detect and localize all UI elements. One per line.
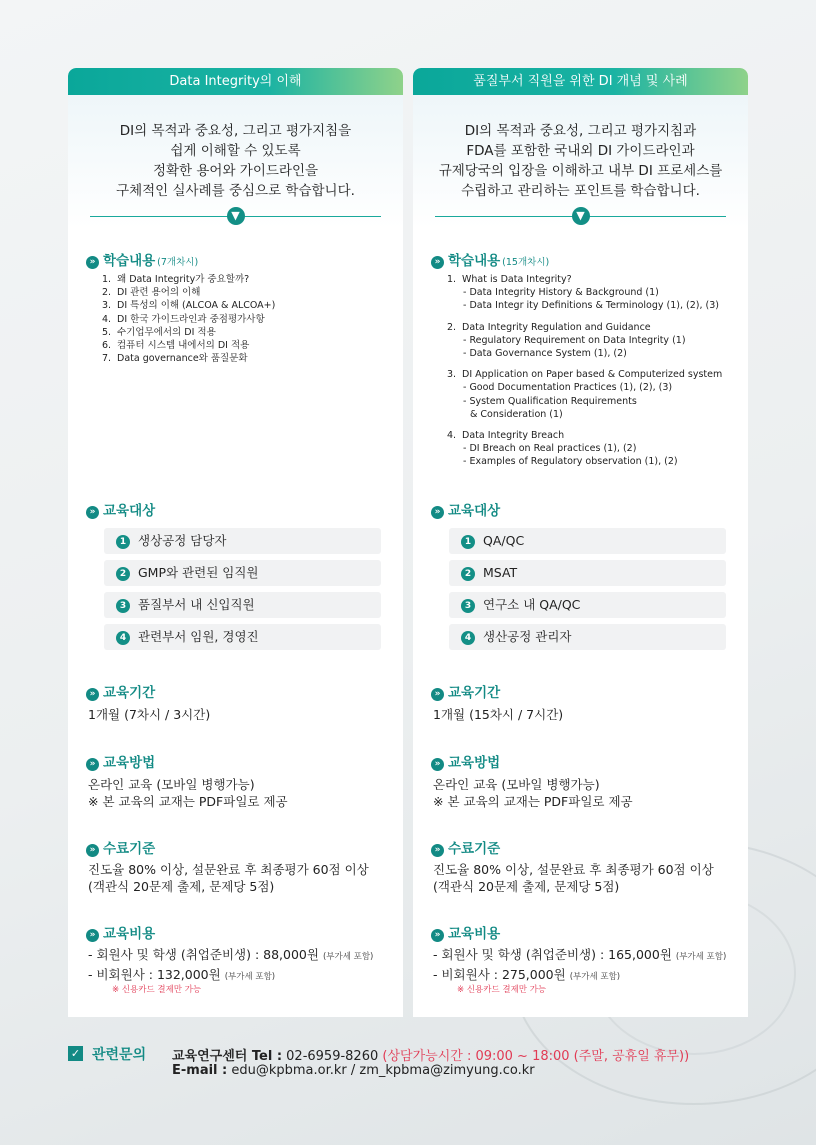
list-item: 1. 왜 Data Integrity가 중요할까? <box>102 274 250 285</box>
list-item: 2. DI 관련 용어의 이해 <box>102 287 201 299</box>
card-header: Data Integrity의 이해 <box>68 68 403 95</box>
list-item: 1. What is Data Integrity? <box>447 274 572 285</box>
card-header: 품질부서 직원을 위한 DI 개념 및 사례 <box>413 68 748 95</box>
divider <box>90 209 381 222</box>
list-item: 2. Data Integrity Regulation and Guidance <box>447 321 651 333</box>
section-title-curriculum: » 학습내용 (7개차시) <box>86 249 198 269</box>
contact-email-line: E-mail : edu@kpbma.or.kr / zm_kpbma@zimyung.co.kr <box>172 1063 535 1078</box>
check-icon: ✓ <box>68 1046 83 1061</box>
list-subitem: - Data Governance System (1), (2) <box>463 348 627 360</box>
phone-number[interactable]: 02-6959-8260 <box>286 1049 379 1064</box>
double-chevron-right-icon: » <box>86 688 99 701</box>
intro-text: DI의 목적과 중요성, 그리고 평가지침과 FDA를 포함한 국내외 DI 가이드라인과 규제당국의 입장을 이해하고 내부 DI 프로세스를 수립하고 관리하는 포인트를 학습합니다. <box>438 123 723 199</box>
list-subitem: - Regulatory Requirement on Data Integrity (1) <box>463 334 686 346</box>
method-text: 온라인 교육 (모바일 병행가능) ※ 본 교육의 교재는 PDF파일로 제공 <box>88 777 288 809</box>
double-chevron-right-icon: » <box>431 929 444 942</box>
curriculum-list <box>447 273 722 469</box>
list-item: 5. 수기업무에서의 DI 적용 <box>102 326 216 338</box>
double-chevron-right-icon: » <box>86 929 99 942</box>
list-subitem: & Consideration (1) <box>470 408 563 420</box>
list-subitem: - Data Integrity History & Background (1) <box>463 287 659 299</box>
arrow-down-icon: ▼ <box>227 207 245 225</box>
list-item: 3. DI Application on Paper based & Computerized system <box>447 369 723 381</box>
list-subitem: - System Qualification Requirements <box>463 395 637 407</box>
target-item: 1 QA/QC <box>449 528 726 554</box>
section-title-target: » 교육대상 <box>431 499 500 519</box>
period-text: 1개월 (15차시 / 7시간) <box>433 707 564 722</box>
double-chevron-right-icon: » <box>431 844 444 857</box>
double-chevron-right-icon: » <box>431 758 444 771</box>
method-text: 온라인 교육 (모바일 병행가능) ※ 본 교육의 교재는 PDF파일로 제공 <box>433 777 633 809</box>
list-subitem: - Data Integr ity Definitions & Terminology (1), (2), (3) <box>463 300 719 312</box>
list-item: 4. DI 한국 가이드라인과 중점평가사항 <box>102 313 265 325</box>
section-title-target: » 교육대상 <box>86 499 155 519</box>
target-item: 4 생산공정 관리자 <box>449 624 726 650</box>
payment-note: ※ 신용카드 결제만 가능 <box>457 985 547 995</box>
divider <box>435 209 726 222</box>
list-item: 4. Data Integrity Breach <box>447 430 565 442</box>
section-title-cost: » 교육비용 <box>431 922 500 942</box>
list-item: 7. Data governance와 품질문화 <box>102 353 248 365</box>
intro-text: DI의 목적과 중요성, 그리고 평가지침을 쉽게 이해할 수 있도록 정확한 용어와 가이드라인을 구체적인 실사례를 중심으로 학습합니다. <box>116 123 355 199</box>
criteria-text: 진도율 80% 이상, 설문완료 후 최종평가 60점 이상 (객관식 20문제 출제, 문제당 5점) <box>88 862 369 894</box>
section-title-method: » 교육방법 <box>86 751 155 771</box>
course-card-left <box>68 68 403 1017</box>
cost-text: - 회원사 및 학생 (취업준비생) : 88,000원 (부가세 포함) - 비회원사 : 132,000원 (부가세 포함) <box>88 947 374 982</box>
email-address[interactable]: edu@kpbma.or.kr / zm_kpbma@zimyung.co.kr <box>231 1063 535 1078</box>
list-item: 6. 컴퓨터 시스템 내에서의 DI 적용 <box>102 340 250 352</box>
payment-note: ※ 신용카드 결제만 가능 <box>112 985 202 995</box>
double-chevron-right-icon: » <box>431 256 444 269</box>
target-item: 3 연구소 내 QA/QC <box>449 592 726 618</box>
criteria-text: 진도율 80% 이상, 설문완료 후 최종평가 60점 이상 (객관식 20문제 출제, 문제당 5점) <box>433 862 714 894</box>
period-text: 1개월 (7차시 / 3시간) <box>88 707 211 722</box>
contact-label: 관련문의 <box>92 1047 147 1063</box>
curriculum-list <box>102 273 275 365</box>
card-intro <box>68 95 403 228</box>
target-item: 2 MSAT <box>449 560 726 586</box>
list-subitem: - DI Breach on Real practices (1), (2) <box>463 443 637 455</box>
section-title-period: » 교육기간 <box>431 681 500 701</box>
double-chevron-right-icon: » <box>86 256 99 269</box>
card-intro <box>413 95 748 228</box>
section-title-criteria: » 수료기준 <box>86 837 155 857</box>
section-title-method: » 교육방법 <box>431 751 500 771</box>
section-title-cost: » 교육비용 <box>86 922 155 942</box>
target-item: 1 생상공정 담당자 <box>104 528 381 554</box>
double-chevron-right-icon: » <box>431 688 444 701</box>
target-item: 3 품질부서 내 신입직원 <box>104 592 381 618</box>
consult-hours: (상담가능시간 : 09:00 ~ 18:00 (주말, 공휴일 휴무)) <box>382 1049 690 1064</box>
target-item: 2 GMP와 관련된 임직원 <box>104 560 381 586</box>
double-chevron-right-icon: » <box>86 844 99 857</box>
target-list <box>104 528 381 656</box>
double-chevron-right-icon: » <box>431 506 444 519</box>
double-chevron-right-icon: » <box>86 758 99 771</box>
list-subitem: - Examples of Regulatory observation (1), (2) <box>463 456 678 468</box>
list-item: 3. DI 특성의 이해 (ALCOA & ALCOA+) <box>102 300 276 312</box>
arrow-down-icon: ▼ <box>572 207 590 225</box>
course-card-right <box>413 68 748 1017</box>
section-title-criteria: » 수료기준 <box>431 837 500 857</box>
list-subitem: - Good Documentation Practices (1), (2), (3) <box>463 382 673 394</box>
contact-phone-line: 교육연구센터 Tel : 02-6959-8260 (상담가능시간 : 09:00 ~ 18:00 (주말, 공휴일 휴무)) <box>172 1049 690 1064</box>
cost-text: - 회원사 및 학생 (취업준비생) : 165,000원 (부가세 포함) - 비회원사 : 275,000원 (부가세 포함) <box>433 947 727 982</box>
target-list <box>449 528 726 656</box>
double-chevron-right-icon: » <box>86 506 99 519</box>
section-title-curriculum: » 학습내용 (15개차시) <box>431 249 549 269</box>
section-title-period: » 교육기간 <box>86 681 155 701</box>
target-item: 4 관련부서 임원, 경영진 <box>104 624 381 650</box>
